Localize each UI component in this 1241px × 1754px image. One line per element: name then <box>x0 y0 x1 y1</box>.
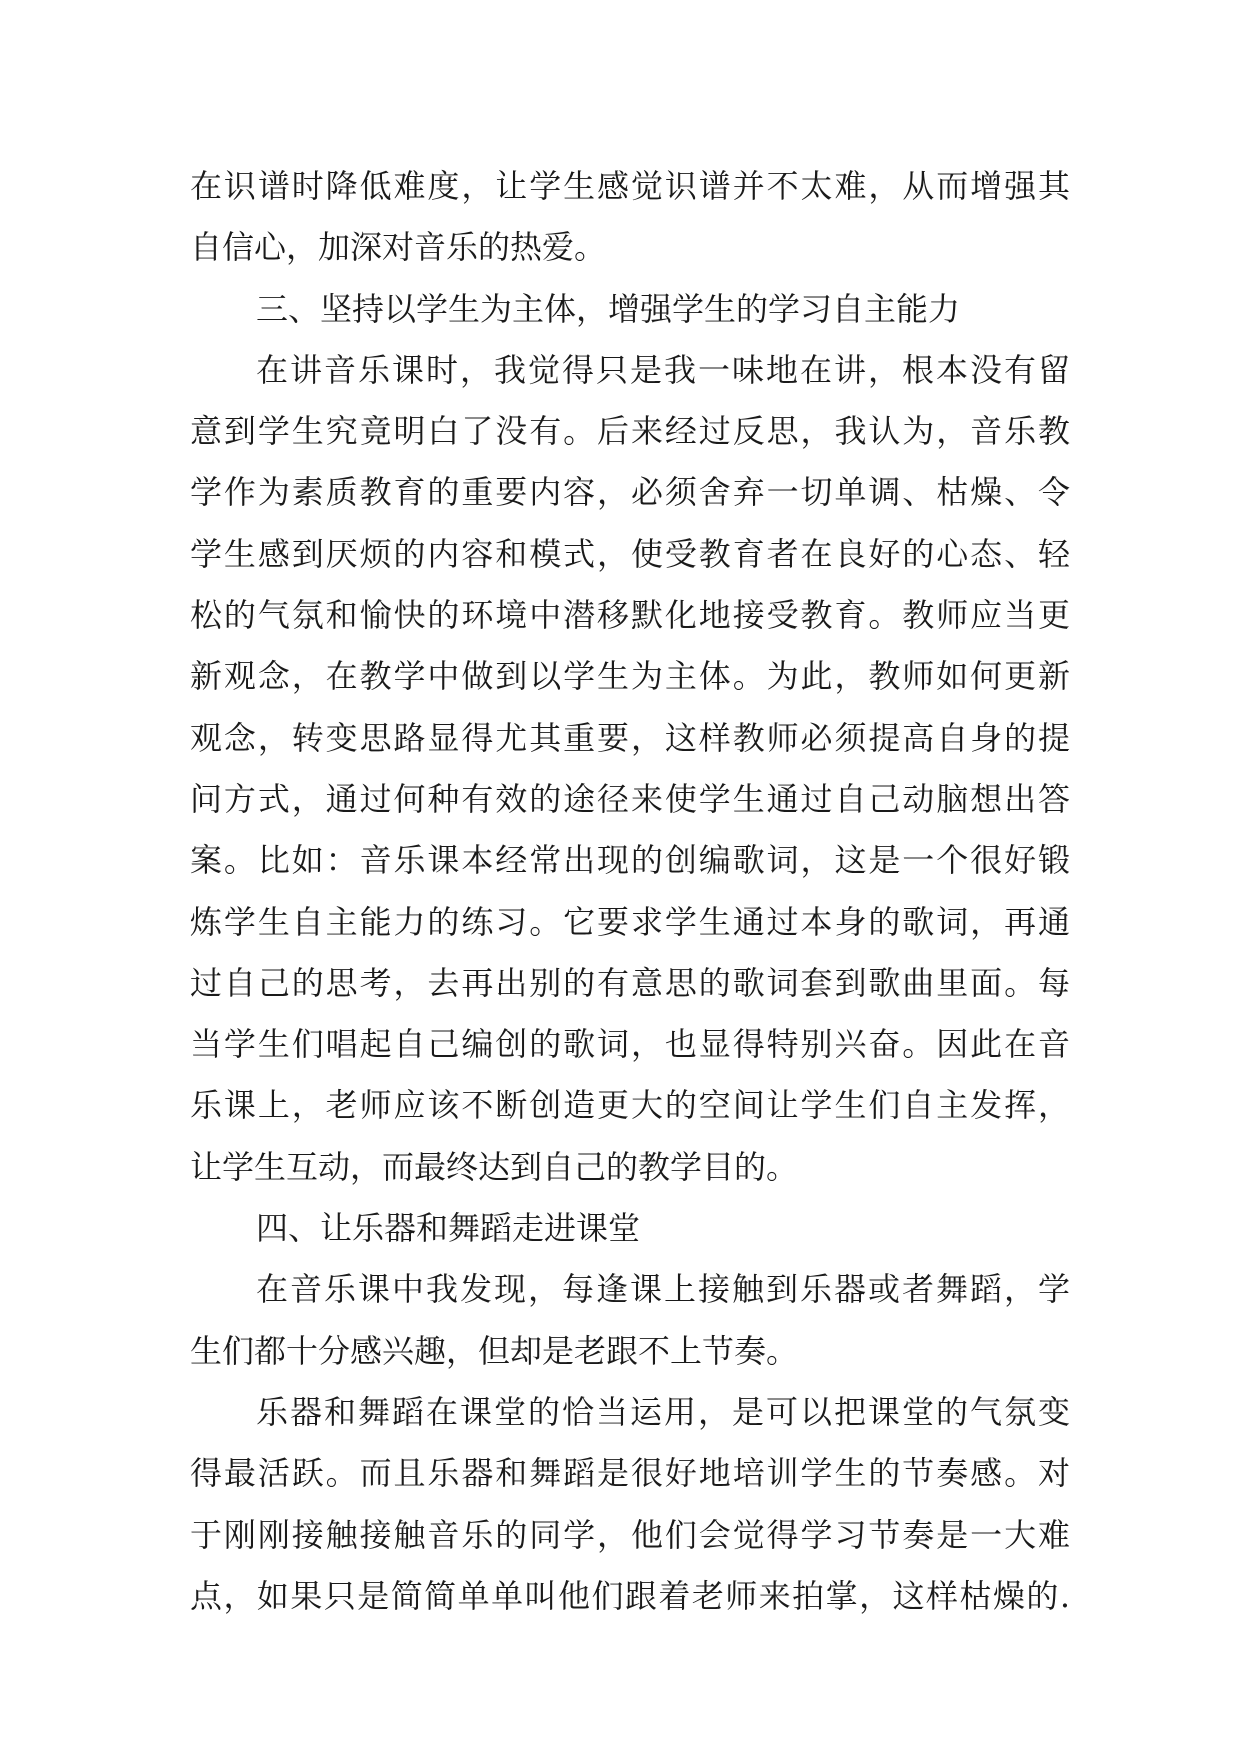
text-line: 自信心，加深对音乐的热爱。 <box>190 228 607 267</box>
text-line: 在识谱时降低难度，让学生感觉识谱并不太难，从而增强其 <box>190 167 1070 205</box>
text-line: 得最活跃。而且乐器和舞蹈是很好地培训学生的节奏感。对 <box>190 1454 1070 1493</box>
text-line: 在讲音乐课时，我觉得只是我一味地在讲，根本没有留 <box>256 350 1070 389</box>
text-line: 让学生互动，而最终达到自己的教学目的。 <box>190 1147 799 1186</box>
text-line: 生们都十分感兴趣，但却是老跟不上节奏。 <box>190 1331 799 1370</box>
text-line: 新观念，在教学中做到以学生为主体。为此，教师如何更新 <box>190 657 1070 696</box>
text-line: 案。比如：音乐课本经常出现的创编歌词，这是一个很好锻 <box>190 841 1070 880</box>
text-line: 炼学生自主能力的练习。它要求学生通过本身的歌词，再通 <box>190 902 1070 941</box>
text-line: 于刚刚接触接触音乐的同学，他们会觉得学习节奏是一大难 <box>190 1515 1070 1554</box>
text-line: 意到学生究竟明白了没有。后来经过反思，我认为，音乐教 <box>190 412 1070 451</box>
section-heading: 四、让乐器和舞蹈走进课堂 <box>256 1209 641 1248</box>
text-line: 观念，转变思路显得尤其重要，这样教师必须提高自身的提 <box>190 718 1070 757</box>
text-line: 学作为素质教育的重要内容，必须舍弃一切单调、枯燥、令 <box>190 473 1070 512</box>
text-line: 当学生们唱起自己编创的歌词，也显得特别兴奋。因此在音 <box>190 1025 1070 1064</box>
section-heading: 三、坚持以学生为主体，增强学生的学习自主能力 <box>256 289 961 328</box>
text-line: 乐课上，老师应该不断创造更大的空间让学生们自主发挥， <box>190 1086 1070 1125</box>
text-line: 问方式，通过何种有效的途径来使学生通过自己动脑想出答 <box>190 779 1070 818</box>
text-line: 乐器和舞蹈在课堂的恰当运用，是可以把课堂的气氛变 <box>256 1392 1070 1431</box>
text-line: 过自己的思考，去再出别的有意思的歌词套到歌曲里面。每 <box>190 963 1070 1002</box>
body-text <box>190 156 1070 1627</box>
text-line: 点，如果只是简简单单叫他们跟着老师来拍掌，这样枯燥的. <box>190 1576 1070 1615</box>
text-line: 松的气氛和愉快的环境中潜移默化地接受教育。教师应当更 <box>190 596 1070 635</box>
text-line: 学生感到厌烦的内容和模式，使受教育者在良好的心态、轻 <box>190 534 1070 573</box>
text-line: 在音乐课中我发现，每逢课上接触到乐器或者舞蹈，学 <box>256 1270 1070 1309</box>
